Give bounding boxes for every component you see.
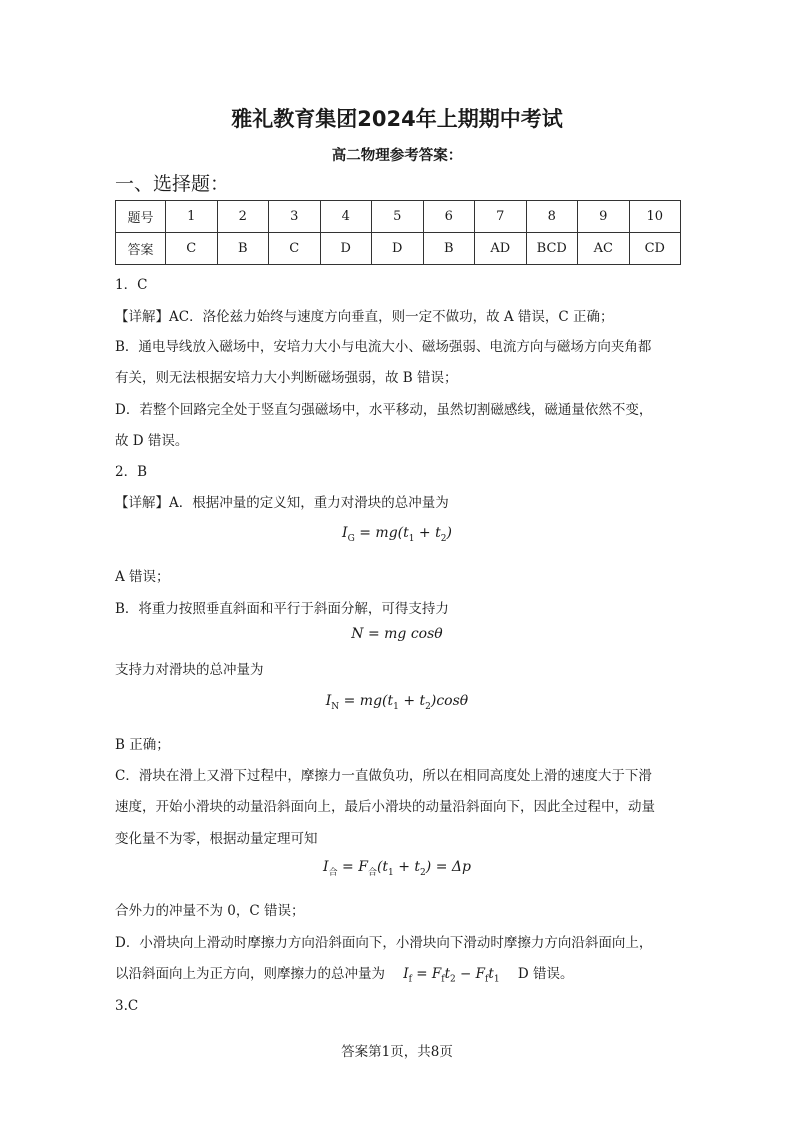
table-row-answers xyxy=(116,233,681,265)
explanation-line: 速度，开始小滑块的动量沿斜面向上，最后小滑块的动量沿斜面向下，因此全过程中，动量 xyxy=(115,799,655,815)
section-heading: 一、选择题： xyxy=(115,173,230,195)
table-cell: 3 xyxy=(269,201,321,233)
equation-impulse-friction: $I_f = F_ft_2 - F_ft_1$ xyxy=(403,966,500,985)
table-cell: 5 xyxy=(372,201,424,233)
table-cell: D xyxy=(320,233,372,265)
explanation-line: 【详解】AC．洛伦兹力始终与速度方向垂直，则一定不做功，故 A 错误，C 正确； xyxy=(115,309,614,325)
table-row-numbers xyxy=(116,201,681,233)
question-heading: 3.C xyxy=(115,998,139,1014)
table-cell: CD xyxy=(629,233,681,265)
explanation-line: D．小滑块向上滑动时摩擦力方向沿斜面向下，小滑块向下滑动时摩擦力方向沿斜面向上， xyxy=(115,935,653,951)
explanation-line: C．滑块在滑上又滑下过程中，摩擦力一直做负功，所以在相同高度处上滑的速度大于下滑 xyxy=(115,768,652,784)
explanation-line: D．若整个回路完全处于竖直匀强磁场中，水平移动，虽然切割磁感线，磁通量依然不变， xyxy=(115,402,653,418)
explanation-line: 【详解】A．根据冲量的定义知，重力对滑块的总冲量为 xyxy=(115,495,449,511)
explanation-line: 以沿斜面向上为正方向，则摩擦力的总冲量为 $I_f = F_ft_2 - F_ft_1$ D 错误。 xyxy=(115,966,574,985)
question-heading: 2．B xyxy=(115,464,148,480)
explanation-line: 变化量不为零，根据动量定理可知 xyxy=(115,831,318,847)
table-cell: 10 xyxy=(629,201,681,233)
table-cell: 4 xyxy=(320,201,372,233)
explanation-line: 故 D 错误。 xyxy=(115,433,189,449)
table-cell: AD xyxy=(475,233,527,265)
answer-table xyxy=(115,200,681,265)
equation-impulse-gravity: $I_G = mg(t_1 + t_2)$ xyxy=(342,525,452,544)
explanation-line: B．通电导线放入磁场中，安培力大小与电流大小、磁场强弱、电流方向与磁场方向夹角都 xyxy=(115,339,652,355)
table-cell: 7 xyxy=(475,201,527,233)
page-title: 雅礼教育集团2024年上期期中考试 xyxy=(231,107,563,131)
table-cell: 1 xyxy=(166,201,218,233)
table-cell: C xyxy=(269,233,321,265)
table-cell: B xyxy=(217,233,269,265)
explanation-line: 支持力对滑块的总冲量为 xyxy=(115,662,264,678)
table-cell: BCD xyxy=(526,233,578,265)
equation-normal-force: N = mg cosθ xyxy=(351,626,443,642)
explanation-line: 合外力的冲量不为 0，C 错误； xyxy=(115,903,305,919)
equation-impulse-net: $I_合 = F_合(t_1 + t_2) = \Delta p$ xyxy=(323,859,471,878)
explanation-line: B 正确； xyxy=(115,737,170,753)
table-cell: 6 xyxy=(423,201,475,233)
table-header-cell: 答案 xyxy=(116,233,166,265)
page-footer: 答案第1页，共8页 xyxy=(341,1044,453,1060)
table-header-cell: 题号 xyxy=(116,201,166,233)
equation-impulse-normal: $I_N = mg(t_1 + t_2)\cos\theta$ xyxy=(325,693,469,712)
question-heading: 1．C xyxy=(115,277,148,293)
table-cell: AC xyxy=(578,233,630,265)
table-cell: 8 xyxy=(526,201,578,233)
table-cell: B xyxy=(423,233,475,265)
table-cell: D xyxy=(372,233,424,265)
explanation-line: B．将重力按照垂直斜面和平行于斜面分解，可得支持力 xyxy=(115,601,449,617)
table-cell: 9 xyxy=(578,201,630,233)
table-cell: C xyxy=(166,233,218,265)
explanation-line: 有关，则无法根据安培力大小判断磁场强弱，故 B 错误； xyxy=(115,370,458,386)
explanation-line: A 错误； xyxy=(115,569,170,585)
page-subtitle: 高二物理参考答案： xyxy=(331,148,463,164)
table-cell: 2 xyxy=(217,201,269,233)
